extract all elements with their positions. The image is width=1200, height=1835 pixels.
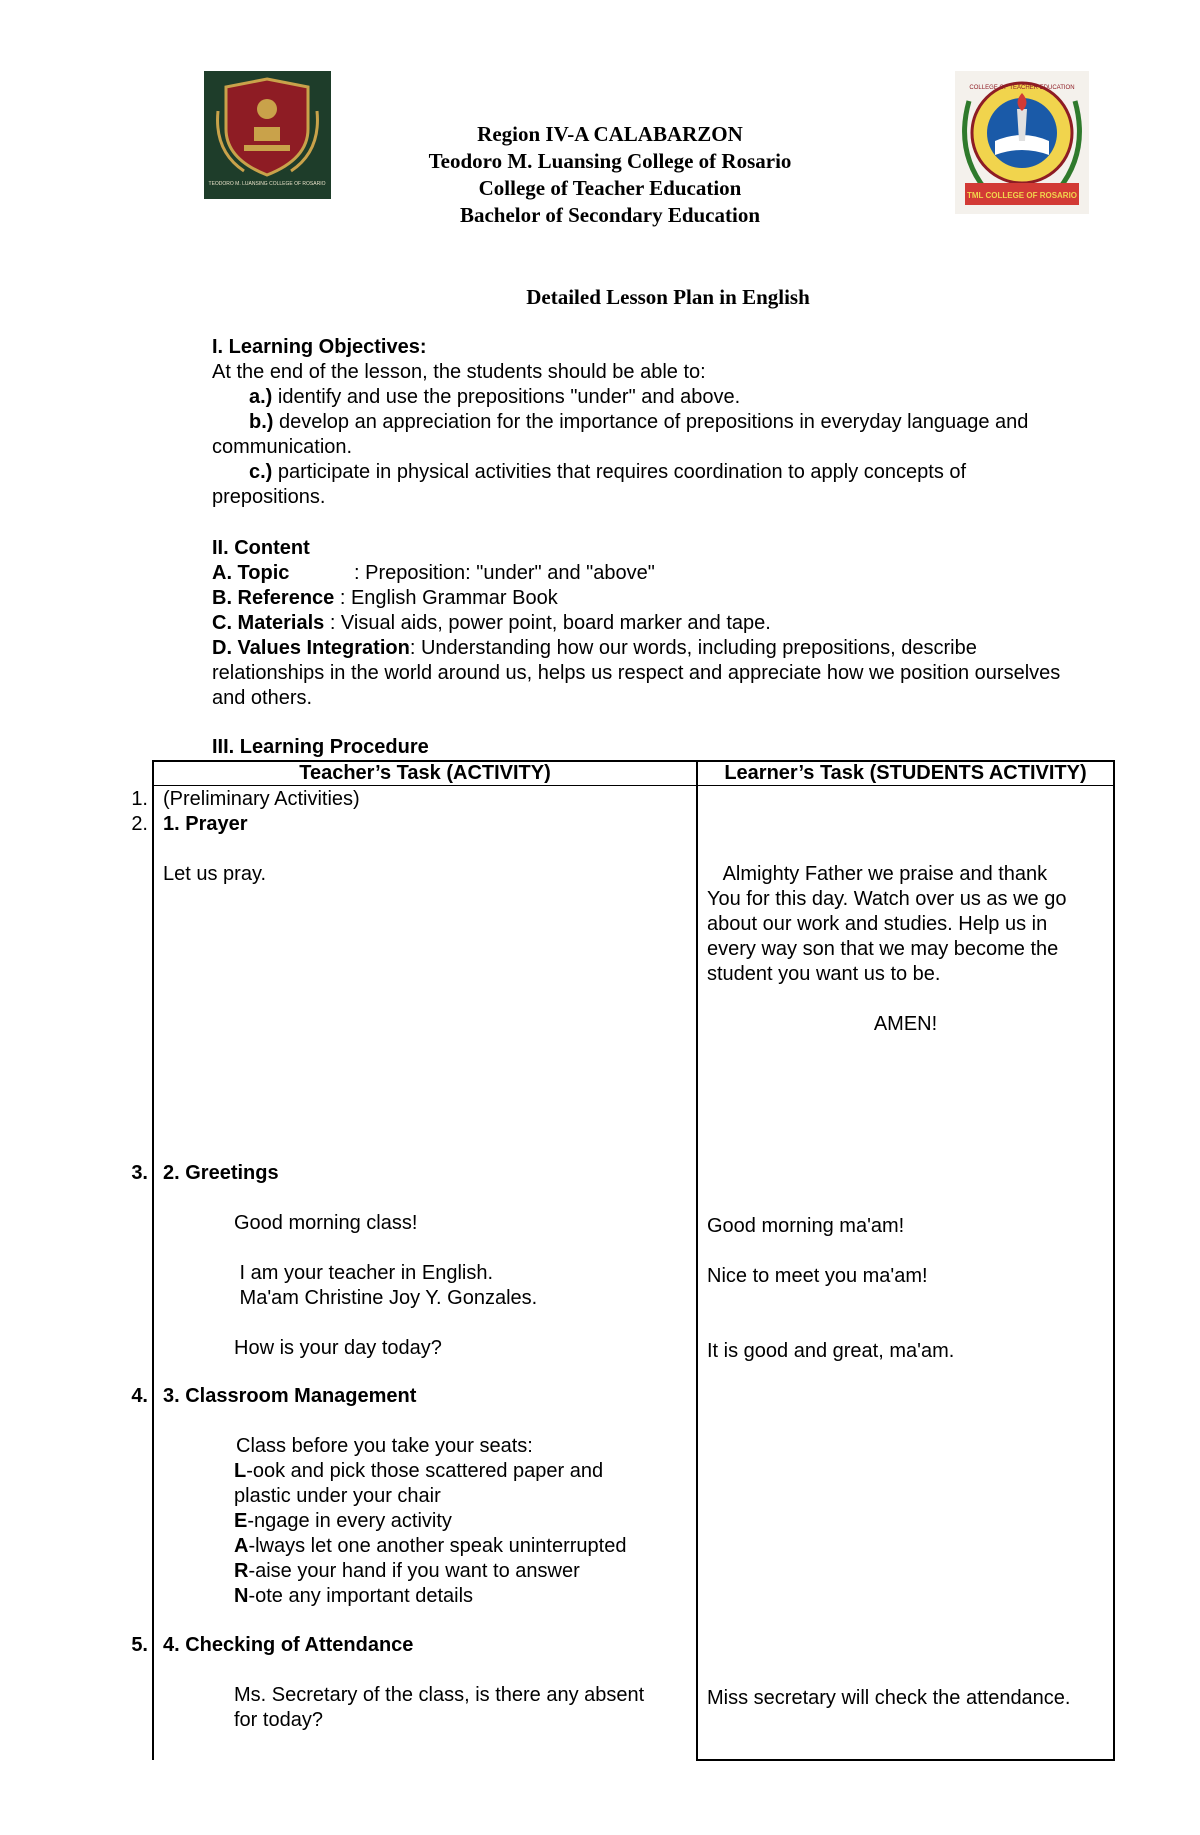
college-line: Teodoro M. Luansing College of Rosario bbox=[428, 149, 792, 173]
attendance-teacher-2: for today? bbox=[234, 1709, 323, 1731]
content-section bbox=[212, 536, 1132, 711]
objective-b-label: b.) bbox=[249, 411, 274, 433]
classroom-management-heading: 3. Classroom Management bbox=[163, 1385, 417, 1407]
greeting-teacher-1: Good morning class! bbox=[234, 1212, 418, 1234]
objective-b-text: develop an appreciation for the importance of prepositions in everyday language and bbox=[273, 411, 1029, 433]
objective-c-cont: prepositions. bbox=[212, 486, 326, 508]
greeting-student-1: Good morning ma'am! bbox=[707, 1215, 905, 1237]
values-row bbox=[212, 636, 1132, 661]
preliminary-activities: (Preliminary Activities) bbox=[163, 788, 360, 810]
greeting-teacher-2: I am your teacher in English. bbox=[234, 1262, 494, 1284]
row-number-1: 1. bbox=[131, 788, 148, 810]
objective-a bbox=[212, 385, 1132, 410]
rule-a-letter: A bbox=[234, 1535, 249, 1557]
rule-e-text: -ngage in every activity bbox=[247, 1510, 452, 1532]
rule-l-cont: plastic under your chair bbox=[234, 1485, 441, 1507]
objective-c-label: c.) bbox=[249, 461, 273, 483]
rule-a bbox=[234, 1534, 626, 1559]
logo-right-banner-text: TML COLLEGE OF ROSARIO bbox=[966, 191, 1078, 200]
rule-n-text: -ote any important details bbox=[248, 1585, 474, 1607]
teacher-column-header: Teacher’s Task (ACTIVITY) bbox=[299, 762, 551, 784]
rule-n bbox=[234, 1584, 473, 1609]
rule-e bbox=[234, 1509, 452, 1534]
region-line: Region IV-A CALABARZON bbox=[477, 122, 743, 146]
learning-objectives bbox=[212, 335, 1132, 510]
greeting-student-2: Nice to meet you ma'am! bbox=[707, 1265, 928, 1287]
materials-label: C. Materials bbox=[212, 612, 325, 634]
rule-l bbox=[234, 1459, 603, 1484]
reference-label: B. Reference bbox=[212, 587, 335, 609]
prayer-amen: AMEN! bbox=[873, 1013, 938, 1035]
materials-value: : Visual aids, power point, board marker and tape. bbox=[324, 612, 771, 634]
prayer-student-line-1: Almighty Father we praise and thank bbox=[707, 863, 1048, 885]
procedure-heading: III. Learning Procedure bbox=[212, 736, 429, 758]
row-number-4: 4. bbox=[131, 1385, 148, 1407]
rule-n-letter: N bbox=[234, 1585, 249, 1607]
values-value: : Understanding how our words, including prepositions, describe bbox=[409, 637, 977, 659]
program-line: Bachelor of Secondary Education bbox=[459, 203, 761, 227]
greeting-teacher-3: Ma'am Christine Joy Y. Gonzales. bbox=[234, 1287, 538, 1309]
rule-l-text: -ook and pick those scattered paper and bbox=[246, 1460, 604, 1482]
objectives-intro: At the end of the lesson, the students should be able to: bbox=[212, 361, 706, 383]
greeting-student-3: It is good and great, ma'am. bbox=[707, 1340, 955, 1362]
objective-a-text: identify and use the prepositions "under" and above. bbox=[272, 386, 741, 408]
objective-b bbox=[212, 410, 1132, 435]
row-number-5: 5. bbox=[131, 1634, 148, 1656]
topic-row bbox=[212, 561, 1132, 586]
greetings-heading: 2. Greetings bbox=[163, 1162, 279, 1184]
rule-r-text: -aise your hand if you want to answer bbox=[248, 1560, 580, 1582]
rule-l-letter: L bbox=[234, 1460, 247, 1482]
values-line-3: and others. bbox=[212, 687, 313, 709]
table-left-border bbox=[152, 760, 154, 1760]
topic-value: : Preposition: "under" and "above" bbox=[354, 562, 655, 584]
table-right-border bbox=[1113, 760, 1115, 1760]
objective-b-cont: communication. bbox=[212, 436, 353, 458]
learner-column-header: Learner’s Task (STUDENTS ACTIVITY) bbox=[724, 762, 1087, 784]
materials-row bbox=[212, 611, 1132, 636]
row-number-2: 2. bbox=[131, 813, 148, 835]
objective-c-text: participate in physical activities that requires coordination to apply concepts of bbox=[272, 461, 967, 483]
row-number-3: 3. bbox=[131, 1162, 148, 1184]
department-line: College of Teacher Education bbox=[478, 176, 742, 200]
prayer-student-line-5: student you want us to be. bbox=[707, 963, 941, 985]
rule-a-text: -lways let one another speak uninterrupted bbox=[248, 1535, 627, 1557]
prayer-student-line-4: every way son that we may become the bbox=[707, 938, 1059, 960]
attendance-student-1: Miss secretary will check the attendance. bbox=[707, 1687, 1071, 1709]
classroom-management-intro: Class before you take your seats: bbox=[236, 1435, 533, 1457]
objective-a-label: a.) bbox=[249, 386, 273, 408]
prayer-student-line-2: You for this day. Watch over us as we go bbox=[707, 888, 1067, 910]
values-label: D. Values Integration bbox=[212, 637, 410, 659]
reference-row bbox=[212, 586, 1132, 611]
rule-r bbox=[234, 1559, 580, 1584]
logo-left-text: TEODORO M. LUANSING COLLEGE OF ROSARIO bbox=[208, 181, 326, 187]
greeting-teacher-4: How is your day today? bbox=[234, 1337, 442, 1359]
logo-right-ring-text: COLLEGE OF TEACHER EDUCATION bbox=[969, 85, 1075, 91]
attendance-heading: 4. Checking of Attendance bbox=[163, 1634, 414, 1656]
document-header bbox=[0, 121, 1200, 229]
prayer-teacher-text: Let us pray. bbox=[163, 863, 267, 885]
prayer-heading: 1. Prayer bbox=[163, 813, 248, 835]
objective-c bbox=[212, 460, 1132, 485]
table-column-divider bbox=[696, 760, 698, 1760]
reference-value: : English Grammar Book bbox=[334, 587, 558, 609]
content-heading: II. Content bbox=[212, 537, 310, 559]
prayer-student-line-3: about our work and studies. Help us in bbox=[707, 913, 1048, 935]
values-line-2: relationships in the world around us, helps us respect and appreciate how we position ourselves bbox=[212, 662, 1061, 684]
document-title: Detailed Lesson Plan in English bbox=[526, 285, 810, 309]
attendance-teacher-1: Ms. Secretary of the class, is there any absent bbox=[234, 1684, 645, 1706]
rule-e-letter: E bbox=[234, 1510, 248, 1532]
objectives-heading: I. Learning Objectives: bbox=[212, 336, 427, 358]
topic-label: A. Topic bbox=[212, 562, 290, 584]
rule-r-letter: R bbox=[234, 1560, 249, 1582]
table-learner-bottom-border bbox=[696, 1759, 1115, 1761]
